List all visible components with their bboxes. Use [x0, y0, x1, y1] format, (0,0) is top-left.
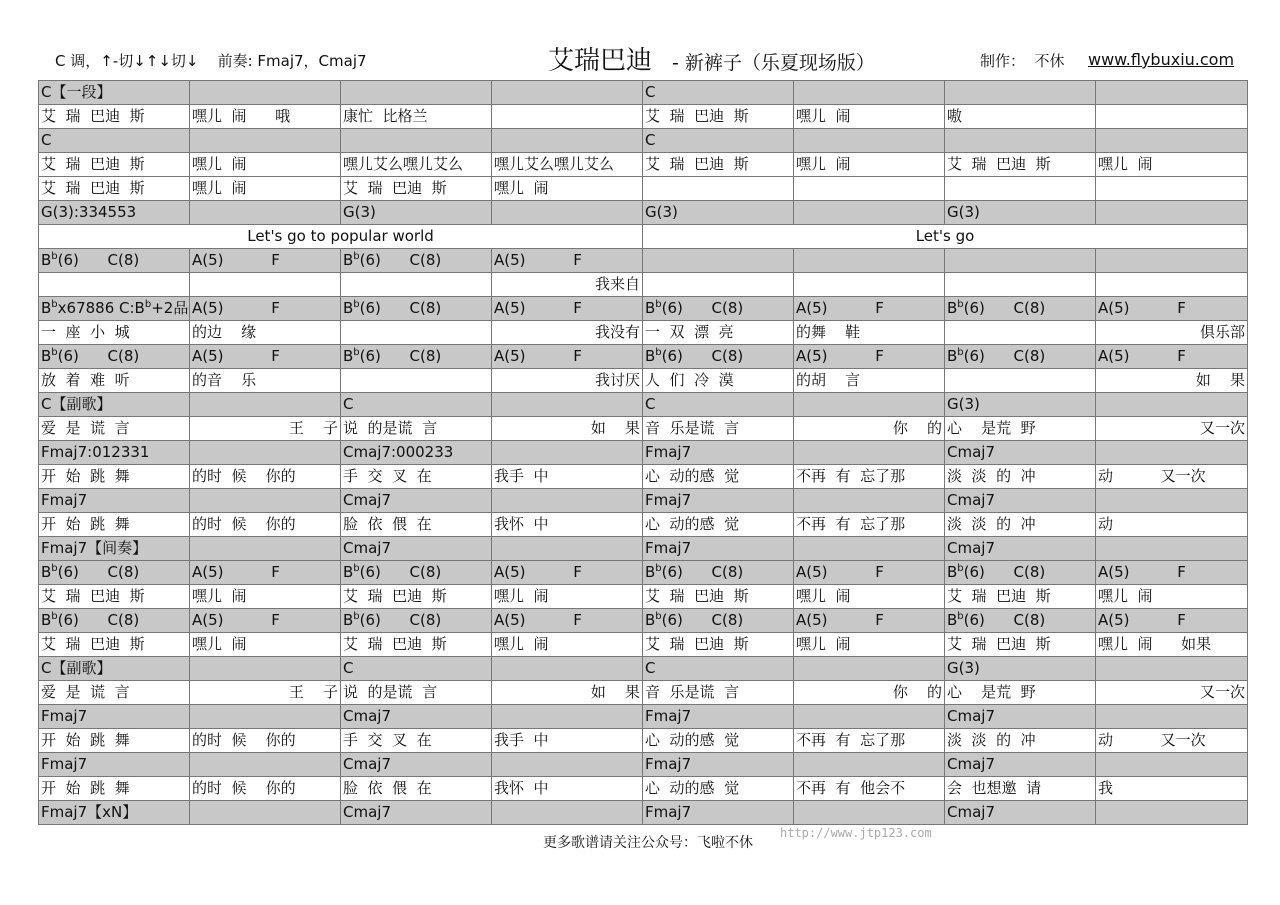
chord-cell: Fmaj7 [643, 705, 794, 729]
chord-cell [190, 489, 341, 513]
lyric-row [39, 177, 1248, 201]
lyric-cell: 心 动的感 觉 [643, 465, 794, 489]
chord-cell: C [643, 657, 794, 681]
lyric-cell: 嘿儿 闹 [1096, 153, 1248, 177]
chord-row [39, 489, 1248, 513]
lyric-cell [643, 273, 794, 297]
lyric-cell: 动 又一次 [1096, 729, 1248, 753]
chord-cell: A(5) F [190, 249, 341, 273]
chord-cell [794, 129, 945, 153]
chord-cell [190, 705, 341, 729]
chord-cell: Fmaj7:012331 [39, 441, 190, 465]
lyric-cell: 嘿儿艾么嘿儿艾么 [492, 153, 643, 177]
chord-cell: Cmaj7 [945, 489, 1096, 513]
chord-cell: A(5) F [492, 249, 643, 273]
lyric-cell: 不再 有 忘了那 [794, 465, 945, 489]
chord-cell: C [341, 657, 492, 681]
lyric-cell: 一 双 漂 亮 [643, 321, 794, 345]
chord-cell: Cmaj7 [945, 753, 1096, 777]
lyric-cell: 脸 依 偎 在 [341, 513, 492, 537]
lyric-cell [341, 321, 492, 345]
chord-cell [945, 249, 1096, 273]
chord-cell [190, 393, 341, 417]
chord-cell: Cmaj7 [341, 753, 492, 777]
lyric-cell: 的时 候 你的 [190, 513, 341, 537]
lyric-row [39, 465, 1248, 489]
lyric-row [39, 417, 1248, 441]
chord-row [39, 129, 1248, 153]
chord-cell: A(5) F [794, 561, 945, 585]
chord-cell: A(5) F [1096, 297, 1248, 321]
chord-cell: C [643, 81, 794, 105]
lyric-cell: 我手 中 [492, 729, 643, 753]
lyric-cell: 音 乐是谎 言 [643, 417, 794, 441]
chord-cell [1096, 393, 1248, 417]
chord-cell [1096, 801, 1248, 825]
lyric-cell: 的时 候 你的 [190, 465, 341, 489]
chord-row [39, 801, 1248, 825]
lyric-cell: 心 动的感 觉 [643, 777, 794, 801]
chord-cell: A(5) F [190, 609, 341, 633]
lyric-cell: 你 的 [794, 417, 945, 441]
lyric-cell: 艾 瑞 巴迪 斯 [341, 633, 492, 657]
chord-cell: $B^b(6)$ C(8) [39, 609, 190, 633]
lyric-cell: 我手 中 [492, 465, 643, 489]
lyric-cell: 艾 瑞 巴迪 斯 [39, 585, 190, 609]
key-and-strum: C 调，↑-切↓↑↓切↓ 前奏: Fmaj7，Cmaj7 [55, 52, 367, 70]
lyric-cell: 的音 乐 [190, 369, 341, 393]
chord-cell [1096, 249, 1248, 273]
chord-cell: A(5) F [190, 297, 341, 321]
lyric-row [39, 585, 1248, 609]
chord-cell [492, 801, 643, 825]
chord-cell [492, 705, 643, 729]
chord-cell: A(5) F [794, 297, 945, 321]
chord-cell: A(5) F [190, 561, 341, 585]
lyric-cell: 嘿儿 闹 [190, 585, 341, 609]
chord-row [39, 249, 1248, 273]
lyric-cell: 艾 瑞 巴迪 斯 [643, 633, 794, 657]
chord-cell: C【一段】 [39, 81, 190, 105]
chord-cell [190, 753, 341, 777]
chord-cell: C【副歌】 [39, 657, 190, 681]
chord-cell: C【副歌】 [39, 393, 190, 417]
chord-cell [794, 201, 945, 225]
lyric-cell: 一 座 小 城 [39, 321, 190, 345]
chord-cell: A(5) F [492, 561, 643, 585]
lyric-cell: 艾 瑞 巴迪 斯 [643, 105, 794, 129]
chord-row [39, 705, 1248, 729]
chord-cell: A(5) F [492, 297, 643, 321]
lyric-cell: 说 的是谎 言 [341, 417, 492, 441]
chord-cell: A(5) F [794, 609, 945, 633]
lyric-row [39, 105, 1248, 129]
chord-cell [794, 393, 945, 417]
song-title: 艾瑞巴迪 [548, 46, 653, 76]
lyric-cell: 手 交 叉 在 [341, 729, 492, 753]
lyric-cell: 艾 瑞 巴迪 斯 [945, 633, 1096, 657]
chord-cell [492, 441, 643, 465]
chord-cell: $B^b(6)$ C(8) [39, 249, 190, 273]
lyric-cell: 嘿儿 闹 哦 [190, 105, 341, 129]
lyric-cell [341, 369, 492, 393]
chord-row [39, 345, 1248, 369]
chord-row [39, 201, 1248, 225]
chord-cell: A(5) F [1096, 609, 1248, 633]
lyric-cell: 的时 候 你的 [190, 777, 341, 801]
chord-cell: Cmaj7 [341, 801, 492, 825]
chord-cell [794, 537, 945, 561]
lyric-cell [1096, 273, 1248, 297]
lyric-cell: 的时 候 你的 [190, 729, 341, 753]
lyric-cell [643, 177, 794, 201]
chord-cell [794, 657, 945, 681]
lyric-cell: 嘿儿艾么嘿儿艾么 [341, 153, 492, 177]
chord-cell: Fmaj7 [39, 705, 190, 729]
chord-cell: $B^b(6)$ C(8) [341, 249, 492, 273]
chord-cell [190, 81, 341, 105]
lyric-cell: 嘿儿 闹 [190, 153, 341, 177]
lyric-cell: 淡 淡 的 冲 [945, 465, 1096, 489]
lyric-cell: 我 [1096, 777, 1248, 801]
chord-cell: $B^b(6)$ C(8) [643, 561, 794, 585]
lyric-cell: 我没有 [492, 321, 643, 345]
lyric-cell: 嘿儿 闹 [492, 585, 643, 609]
chord-row [39, 753, 1248, 777]
chord-cell [794, 753, 945, 777]
chord-cell [945, 81, 1096, 105]
lyric-cell: 心 是荒 野 [945, 681, 1096, 705]
chord-cell: $B^b(6)$ C(8) [643, 297, 794, 321]
lyric-cell: 艾 瑞 巴迪 斯 [39, 153, 190, 177]
chord-cell [1096, 489, 1248, 513]
footer-note: 更多歌谱请关注公众号：飞啦不休 [543, 835, 753, 851]
chord-cell: $B^b(6)$ C(8) [945, 561, 1096, 585]
chord-cell [190, 201, 341, 225]
lyric-cell: 的胡 言 [794, 369, 945, 393]
lyric-row [39, 273, 1248, 297]
chord-row [39, 657, 1248, 681]
chord-cell: G(3) [945, 657, 1096, 681]
lyric-row [39, 225, 1248, 249]
chord-cell [1096, 81, 1248, 105]
lyric-cell: 动 又一次 [1096, 465, 1248, 489]
chord-cell: $B^b(6)$ C(8) [39, 345, 190, 369]
lyric-cell: 艾 瑞 巴迪 斯 [643, 585, 794, 609]
chord-cell: $B^b(6)$ C(8) [341, 561, 492, 585]
chord-row [39, 297, 1248, 321]
lyric-cell: 不再 有 他会不 [794, 777, 945, 801]
chord-row [39, 537, 1248, 561]
chord-cell: Fmaj7 [643, 441, 794, 465]
lyric-cell: 王 子 [190, 681, 341, 705]
chord-cell [492, 537, 643, 561]
lyric-cell: 我怀 中 [492, 513, 643, 537]
lyric-cell: 动 [1096, 513, 1248, 537]
lyric-cell: 不再 有 忘了那 [794, 729, 945, 753]
chord-cell: Cmaj7 [945, 705, 1096, 729]
song-subtitle: - 新裤子（乐夏现场版） [672, 52, 875, 74]
chord-cell [643, 249, 794, 273]
chord-cell: A(5) F [190, 345, 341, 369]
lyric-cell: 心 动的感 觉 [643, 513, 794, 537]
chord-cell: Fmaj7 [643, 753, 794, 777]
lyric-cell: 脸 依 偎 在 [341, 777, 492, 801]
chord-cell: $B^b(6)$ C(8) [341, 609, 492, 633]
chord-lyric-grid [38, 80, 1248, 825]
chord-cell [794, 801, 945, 825]
lyric-cell [39, 273, 190, 297]
lyric-cell: 嘿儿 闹 如果 [1096, 633, 1248, 657]
lyric-cell: 俱乐部 [1096, 321, 1248, 345]
lyric-cell [190, 273, 341, 297]
chord-cell [492, 753, 643, 777]
chord-cell: Fmaj7 [643, 489, 794, 513]
sheet-header [0, 38, 1280, 78]
lyric-cell: 嘿儿 闹 [794, 105, 945, 129]
chord-cell: G(3) [643, 201, 794, 225]
lyric-cell: 嘿儿 闹 [794, 585, 945, 609]
chord-cell [794, 249, 945, 273]
chord-cell [945, 129, 1096, 153]
chord-row [39, 561, 1248, 585]
lyric-cell [794, 177, 945, 201]
lyric-cell: 嗷 [945, 105, 1096, 129]
lyric-cell: 又一次 [1096, 681, 1248, 705]
lyric-cell [1096, 177, 1248, 201]
chord-cell [492, 201, 643, 225]
chord-cell [1096, 657, 1248, 681]
lyric-cell: 音 乐是谎 言 [643, 681, 794, 705]
lyric-cell [341, 273, 492, 297]
chord-cell [492, 657, 643, 681]
lyric-cell: 嘿儿 闹 [1096, 585, 1248, 609]
chord-cell: Fmaj7 [39, 489, 190, 513]
lyric-cell: 艾 瑞 巴迪 斯 [945, 585, 1096, 609]
chord-cell [492, 129, 643, 153]
chord-cell: A(5) F [1096, 345, 1248, 369]
chord-cell: Cmaj7:000233 [341, 441, 492, 465]
chord-cell: Fmaj7 [643, 801, 794, 825]
lyric-cell: 艾 瑞 巴迪 斯 [341, 177, 492, 201]
lyric-cell [945, 369, 1096, 393]
lyric-cell: 放 着 难 听 [39, 369, 190, 393]
chord-cell: $B^b(6)$ C(8) [341, 297, 492, 321]
lyric-cell: 爱 是 谎 言 [39, 681, 190, 705]
chord-cell [190, 657, 341, 681]
chord-cell: A(5) F [492, 609, 643, 633]
lyric-cell: 艾 瑞 巴迪 斯 [39, 177, 190, 201]
lyric-cell: 的舞 鞋 [794, 321, 945, 345]
lyric-cell: 嘿儿 闹 [492, 633, 643, 657]
chord-cell: $B^b(6)$ C(8) [643, 345, 794, 369]
lyric-cell: 淡 淡 的 冲 [945, 729, 1096, 753]
chord-cell [190, 801, 341, 825]
chord-row [39, 609, 1248, 633]
chord-cell [492, 393, 643, 417]
lyric-cell: 开 始 跳 舞 [39, 729, 190, 753]
chord-cell [190, 537, 341, 561]
lyric-cell [945, 321, 1096, 345]
site-link[interactable]: www.flybuxiu.com [1088, 50, 1235, 69]
chord-cell: Cmaj7 [341, 705, 492, 729]
chord-cell [341, 81, 492, 105]
chord-cell: Fmaj7 [643, 537, 794, 561]
chord-cell [794, 441, 945, 465]
lyric-cell: 我讨厌 [492, 369, 643, 393]
lyric-cell: 艾 瑞 巴迪 斯 [341, 585, 492, 609]
chord-cell: G(3) [945, 201, 1096, 225]
chord-cell: Cmaj7 [945, 537, 1096, 561]
chord-cell [492, 81, 643, 105]
lyric-cell: 我怀 中 [492, 777, 643, 801]
lyric-cell [945, 273, 1096, 297]
lyric-cell: 嘿儿 闹 [190, 633, 341, 657]
lyric-cell: 开 始 跳 舞 [39, 513, 190, 537]
chord-row [39, 441, 1248, 465]
lyric-cell: 王 子 [190, 417, 341, 441]
lyric-cell: 我来自 [492, 273, 643, 297]
lyric-cell: 说 的是谎 言 [341, 681, 492, 705]
chord-cell: Cmaj7 [945, 801, 1096, 825]
chord-cell: Fmaj7 [39, 753, 190, 777]
chord-cell: $B^b(6)$ C(8) [341, 345, 492, 369]
lyric-cell: 人 们 冷 漠 [643, 369, 794, 393]
chord-row [39, 81, 1248, 105]
chord-cell: C [643, 129, 794, 153]
lyric-row [39, 777, 1248, 801]
lyric-cell: 又一次 [1096, 417, 1248, 441]
chord-cell [190, 129, 341, 153]
chord-cell [794, 81, 945, 105]
lyric-cell: 开 始 跳 舞 [39, 777, 190, 801]
lyric-cell: 嘿儿 闹 [190, 177, 341, 201]
chord-cell: A(5) F [492, 345, 643, 369]
chord-cell: Fmaj7【间奏】 [39, 537, 190, 561]
chord-cell: $B^b(6)$ C(8) [39, 561, 190, 585]
lyric-cell: 康忙 比格兰 [341, 105, 492, 129]
chord-cell: $B^b(6)$ C(8) [945, 609, 1096, 633]
chord-cell [1096, 129, 1248, 153]
chord-cell: A(5) F [1096, 561, 1248, 585]
lyric-cell: 爱 是 谎 言 [39, 417, 190, 441]
lyric-cell: 如 果 [492, 681, 643, 705]
chord-cell: C [39, 129, 190, 153]
chord-cell: G(3):334553 [39, 201, 190, 225]
chord-cell [341, 129, 492, 153]
chord-cell [1096, 201, 1248, 225]
chord-cell: $B^bx67886$ $C:B^b+2$品 [39, 297, 190, 321]
lyric-cell [794, 273, 945, 297]
banner-right: Let's go [643, 225, 1248, 249]
lyric-cell: 不再 有 忘了那 [794, 513, 945, 537]
lyric-cell: 手 交 叉 在 [341, 465, 492, 489]
chord-cell: G(3) [341, 201, 492, 225]
lyric-row [39, 633, 1248, 657]
chord-row [39, 393, 1248, 417]
chord-cell: Cmaj7 [341, 537, 492, 561]
lyric-cell: 的边 缘 [190, 321, 341, 345]
lyric-row [39, 681, 1248, 705]
lyric-cell: 艾 瑞 巴迪 斯 [39, 105, 190, 129]
lyric-cell: 如 果 [1096, 369, 1248, 393]
chord-cell: G(3) [945, 393, 1096, 417]
chord-cell [794, 705, 945, 729]
chord-cell: C [341, 393, 492, 417]
lyric-cell: 艾 瑞 巴迪 斯 [945, 153, 1096, 177]
watermark: http://www.jtp123.com [780, 826, 932, 840]
chord-cell: Cmaj7 [945, 441, 1096, 465]
chord-cell [1096, 537, 1248, 561]
lyric-cell: 如 果 [492, 417, 643, 441]
chord-cell [190, 441, 341, 465]
lyric-cell: 嘿儿 闹 [794, 633, 945, 657]
lyric-cell: 心 是荒 野 [945, 417, 1096, 441]
chord-cell: C [643, 393, 794, 417]
lyric-cell [1096, 105, 1248, 129]
lyric-cell: 嘿儿 闹 [492, 177, 643, 201]
lyric-cell [492, 105, 643, 129]
chord-cell: $B^b(6)$ C(8) [945, 345, 1096, 369]
lyric-row [39, 153, 1248, 177]
lyric-row [39, 513, 1248, 537]
chord-cell: Fmaj7【xN】 [39, 801, 190, 825]
lyric-cell: 会 也想邀 请 [945, 777, 1096, 801]
maker-credit: 制作： 不休 [980, 52, 1065, 70]
lyric-cell: 开 始 跳 舞 [39, 465, 190, 489]
lyric-cell: 你 的 [794, 681, 945, 705]
chord-cell [1096, 705, 1248, 729]
chord-cell: $B^b(6)$ C(8) [945, 297, 1096, 321]
chord-cell [1096, 753, 1248, 777]
lyric-row [39, 321, 1248, 345]
lyric-row [39, 369, 1248, 393]
chord-cell: A(5) F [794, 345, 945, 369]
lyric-cell: 嘿儿 闹 [794, 153, 945, 177]
chord-cell: $B^b(6)$ C(8) [643, 609, 794, 633]
chord-cell [492, 489, 643, 513]
chord-cell [1096, 441, 1248, 465]
lyric-cell: 淡 淡 的 冲 [945, 513, 1096, 537]
lyric-cell: 艾 瑞 巴迪 斯 [643, 153, 794, 177]
lyric-cell: 心 动的感 觉 [643, 729, 794, 753]
chord-cell [794, 489, 945, 513]
lyric-cell: 艾 瑞 巴迪 斯 [39, 633, 190, 657]
lyric-row [39, 729, 1248, 753]
banner-left: Let's go to popular world [39, 225, 643, 249]
chord-cell: Cmaj7 [341, 489, 492, 513]
lyric-cell [945, 177, 1096, 201]
